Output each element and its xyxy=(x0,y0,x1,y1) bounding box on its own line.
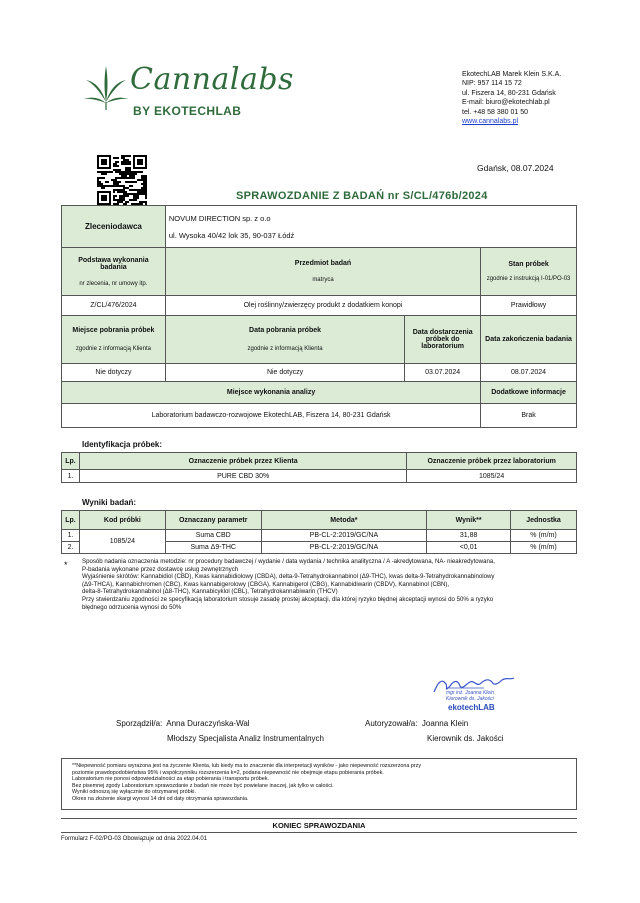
prepared-label: Sporządził/a: xyxy=(116,719,163,728)
qr-code xyxy=(97,155,147,205)
stamp-brand: ekotechLAB xyxy=(448,703,495,712)
sampling-place-sublabel: zgodnie z informacją Klienta xyxy=(75,346,151,352)
sampling-place-header xyxy=(62,316,166,364)
company-nip: NIP: 957 114 15 72 xyxy=(462,80,522,88)
sampling-place-label: Miejsce pobrania próbek xyxy=(72,327,155,334)
company-name: EkotechLAB Marek Klein S.K.A. xyxy=(462,71,562,78)
company-info xyxy=(462,70,561,126)
results-notes xyxy=(82,558,578,611)
col-lp: Lp. xyxy=(62,453,80,470)
col-result: Wynik** xyxy=(427,511,511,530)
row-client-mark: PURE CBD 30% xyxy=(79,470,406,483)
analysis-place-label: Miejsce wykonania analizy xyxy=(62,382,481,404)
sampling-date-label: Data pobrania próbek xyxy=(249,327,322,334)
note-line: Wyjaśnienie skrótów: Kannabidiol (CBD), Kwas kannabidiolowy (CBDA), delta-9-Tetrahydrokannabinol (Δ9-THC), kwas delta-9-Tetrahydrokannabinolowy xyxy=(82,573,495,581)
disclaimer-line: Wyniki odnoszą się wyłącznie do otrzymanej próbki. xyxy=(72,789,196,796)
condition-label: Stan próbek xyxy=(508,261,549,268)
company-address: ul. Fiszera 14, 80-231 Gdańsk xyxy=(462,89,556,97)
note-line: (Δ9-THCA), Kannabichromen (CBC), Kwas kannabigerolowy (CBGA), Kannabigerol (CBG), Kannabidiwarin (CBDV), Kannabinol (CBN), xyxy=(82,580,450,588)
company-email: E-mail: biuro@ekotechlab.pl xyxy=(462,99,550,107)
condition-value: Prawidłowy xyxy=(481,296,577,316)
additional-info-label: Dodatkowe informacje xyxy=(481,382,577,404)
row-unit: % (m/m) xyxy=(511,542,577,554)
note-line: Przy stwierdzaniu zgodności ze specyfikacją laboratorium stosuje zasadę prostej akceptacji, dla której ryzyko błędnej akceptacji wynosi do 50% a ryzyko xyxy=(82,595,494,603)
brand-name: Cannalabs xyxy=(130,62,294,97)
disclaimer-line: Bez pisemnej zgody Laboratorium sprawozdanie z badań nie może być powielane inaczej, jak tylko w całości. xyxy=(72,782,334,789)
prepared-role: Młodszy Specjalista Analiz Instrumentalnych xyxy=(167,734,324,743)
delivery-date-value: 03.07.2024 xyxy=(405,364,481,382)
delivery-date-label: Data dostarczenia próbek do laboratorium xyxy=(405,316,481,364)
cannabis-leaf-icon xyxy=(82,62,132,112)
brand-subtitle: BY EKOTECHLAB xyxy=(133,104,242,118)
footer-disclaimer xyxy=(61,758,577,810)
identification-heading: Identyfikacja próbek: xyxy=(82,440,163,449)
disclaimer-line: poziomie prawdopodobieństwa 95% i współczynniku rozszerzenia k=2, podana niepewność nie obejmuje etapu pobierania próbek. xyxy=(72,769,384,776)
note-line: błędnego odrzucenia wynosi do 50% xyxy=(82,603,182,611)
subject-value: Olej roślinny/zwierzęcy produkt z dodatkiem konopi xyxy=(165,296,480,316)
report-date: Gdańsk, 08.07.2024 xyxy=(477,163,554,173)
client-cell xyxy=(165,206,576,248)
condition-sublabel: zgodnie z instrukcją I-01/PO-03 xyxy=(486,276,571,282)
row-method: PB-CL-2:2019/GC/NA xyxy=(261,530,427,542)
col-client-mark: Oznaczenie próbek przez Klienta xyxy=(79,453,406,470)
client-name: NOVUM DIRECTION sp. z o.o xyxy=(168,213,271,223)
identification-table xyxy=(61,452,577,483)
subject-header xyxy=(165,248,480,296)
client-address: ul. Wysoka 40/42 lok 35, 90-037 Łódź xyxy=(168,230,295,240)
prepared-by-block xyxy=(116,716,324,746)
table-row xyxy=(62,530,577,542)
results-heading: Wyniki badań: xyxy=(82,498,137,507)
form-number: Formularz F-02/PO-03 Obowiązuje od dnia 2022.04.01 xyxy=(61,836,208,842)
prepared-name: Anna Duraczyńska-Wal xyxy=(166,719,250,728)
row-unit: % (m/m) xyxy=(511,530,577,542)
basis-value: Z/CL/476/2024 xyxy=(62,296,166,316)
col-lab-mark: Oznaczenie próbek przez laboratorium xyxy=(407,453,577,470)
approved-by-block xyxy=(365,716,503,746)
analysis-place-value: Laboratorium badawczo-rozwojowe EkotechLAB, Fiszera 14, 80-231 Gdańsk xyxy=(62,404,481,428)
row-lab-mark: 1085/24 xyxy=(407,470,577,483)
col-lp: Lp. xyxy=(62,511,80,530)
report-info-table xyxy=(61,205,577,428)
completion-date-value: 08.07.2024 xyxy=(481,364,577,382)
disclaimer-line: Laboratorium nie ponosi odpowiedzialności za etap pobierania i transportu próbek. xyxy=(72,776,269,783)
footnote-star: * xyxy=(64,560,68,570)
end-of-report: KONIEC SPRAWOZDANIA xyxy=(61,818,577,833)
subject-label: Przedmiot badań xyxy=(294,260,352,267)
col-parameter: Oznaczany parametr xyxy=(165,511,261,530)
approved-name: Joanna Klein xyxy=(421,719,469,728)
basis-sublabel: nr zlecenia, nr umowy itp. xyxy=(79,280,148,287)
signature-stamp xyxy=(428,674,528,714)
completion-date-label: Data zakończenia badania xyxy=(481,316,577,364)
col-method: Metoda* xyxy=(261,511,427,530)
sampling-date-sublabel: zgodnie z informacją Klienta xyxy=(247,346,323,352)
table-row xyxy=(62,470,577,483)
approved-label: Autoryzował/a: xyxy=(365,719,418,728)
row-parameter: Suma Δ9-THC xyxy=(165,542,261,554)
sampling-date-value: Nie dotyczy xyxy=(165,364,404,382)
sampling-date-header xyxy=(165,316,404,364)
additional-info-value: Brak xyxy=(481,404,577,428)
condition-header xyxy=(481,248,577,296)
row-sample-code: 1085/24 xyxy=(79,530,165,554)
col-sample-code: Kod próbki xyxy=(79,511,165,530)
company-phone: tel. +48 58 380 01 50 xyxy=(462,108,528,116)
report-title: SPRAWOZDANIE Z BADAŃ nr S/CL/476b/2024 xyxy=(236,190,488,202)
subject-sublabel: matryca xyxy=(312,277,334,283)
stamp-line-2: Kierownik ds. Jakości xyxy=(446,696,494,702)
sampling-place-value: Nie dotyczy xyxy=(62,364,166,382)
note-line: Sposób nadania oznaczenia metodzie: nr procedury badawczej / wydanie / data wydania / technika analityczna / A -akredytowana, NA- nieakredytowana, xyxy=(82,558,495,565)
basis-label: Podstawa wykonania badania xyxy=(78,256,149,271)
client-label: Zleceniodawca xyxy=(62,206,166,248)
row-parameter: Suma CBD xyxy=(165,530,261,542)
row-method: PB-CL-2:2019/GC/NA xyxy=(261,542,427,554)
note-line: P-badania wykonane przez dostawcę usług zewnętrznych xyxy=(82,565,239,573)
stamp-line-1: mgr inż. Joanna Klein xyxy=(446,690,495,696)
row-lp: 1. xyxy=(62,530,80,542)
disclaimer-line: Okres na złożenie skargi wynosi 14 dni od daty otrzymania sprawozdania. xyxy=(72,795,249,802)
row-lp: 1. xyxy=(62,470,80,483)
disclaimer-line: **Niepewność pomiaru wyrażona jest na życzenie Klienta, lub kiedy ma to znaczenie dla interpretacji wyników - jako niepewność rozszerzona przy xyxy=(72,763,422,769)
company-website-link[interactable]: www.cannalabs.pl xyxy=(462,118,519,126)
note-line: delta-8-Tetrahydrokannabinol (Δ8-THC), Kannabicyklol (CBL), Tetrahydrokannabiwarin (THCV) xyxy=(82,588,338,596)
row-lp: 2. xyxy=(62,542,80,554)
approved-role: Kierownik ds. Jakości xyxy=(427,734,504,743)
row-result: <0,01 xyxy=(427,542,511,554)
basis-header xyxy=(62,248,166,296)
col-unit: Jednostka xyxy=(511,511,577,530)
results-table xyxy=(61,510,577,554)
row-result: 31,88 xyxy=(427,530,511,542)
